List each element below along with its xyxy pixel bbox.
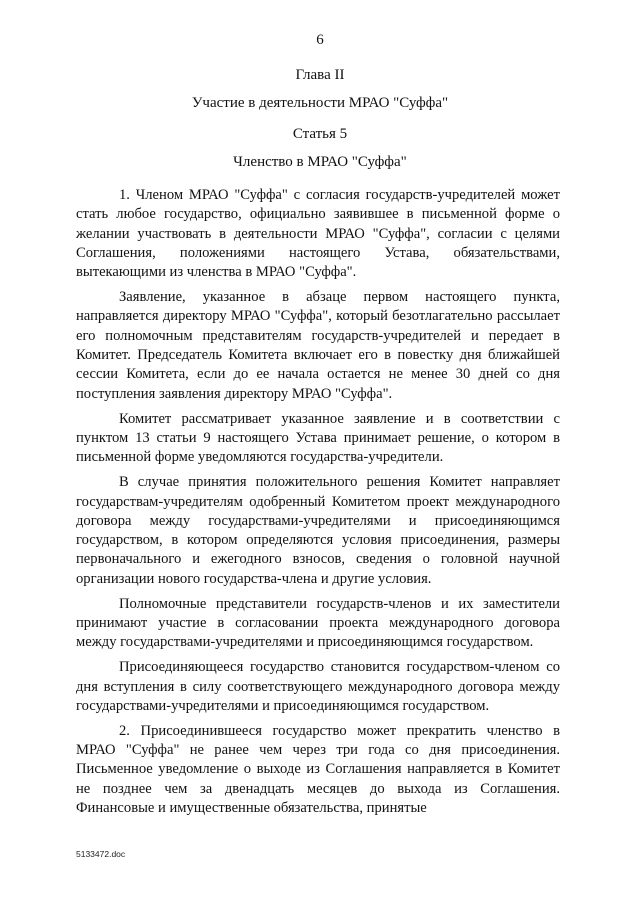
paragraph-6: Присоединяющееся государство становится государством-членом со дня вступления в силу соответствующего международного договора между государствами-учредителями и присоединяющимся государством.: [76, 659, 560, 714]
paragraph-1: 1. Членом МРАО "Суффа" с согласия государств-учредителей может стать любое государство, официально заявившее в письменной форме о желании участвовать в деятельности МРАО "Суффа", согласии с целями Соглашения, положениями настоящего Устава, обязательствами, вытекающими из членства в МРАО "Суффа".: [76, 187, 560, 281]
article-title: Членство в МРАО "Суффа": [233, 154, 407, 170]
paragraph-3: Комитет рассматривает указанное заявление и в соответствии с пунктом 13 статьи 9 настоящего Устава принимает решение, о котором в письменной форме уведомляются государства-учредители.: [76, 410, 560, 466]
document-reference: 5133472.doc: [76, 849, 126, 859]
article-label: Статья 5: [292, 126, 348, 142]
paragraph-2: Заявление, указанное в абзаце первом настоящего пункта, направляется директору МРАО "Суффа", который безотлагательно рассылает его полномочным представителям государств-учредителей и передает в Комитет. Председатель Комитета включает его в повестку дня ближайшей сессии Комитета, если до ее начала остается не менее 30 дней со дня поступления заявления директору МРАО "Суффа".: [76, 289, 560, 402]
article-body: [76, 186, 560, 824]
paragraph-7: 2. Присоединившееся государство может прекратить членство в МРАО "Суффа" не ранее чем через три года со дня присоединения. Письменное уведомление о выходе из Соглашения направляется в Комитет не позднее чем за двенадцать месяцев до выхода из Соглашения. Финансовые и имущественные обязательства, принятые: [76, 722, 560, 817]
paragraph-5: Полномочные представители государств-членов и их заместители принимают участие в согласовании проекта международного договора между государствами-учредителями и присоединяющимся государством.: [76, 595, 560, 651]
chapter-title: Участие в деятельности МРАО "Суффа": [191, 95, 449, 111]
page-number: 6: [316, 32, 324, 48]
paragraph-4: В случае принятия положительного решения Комитет направляет государствам-учредителям одобренный Комитетом проект международного договора между государствами-учредителями и присоединяющимся государством, в котором определяются условия присоединения, размеры первоначального и ежегодного взносов, сведения о головной научной организации нового государства-члена и другие условия.: [76, 474, 560, 587]
chapter-label: Глава II: [295, 67, 345, 83]
